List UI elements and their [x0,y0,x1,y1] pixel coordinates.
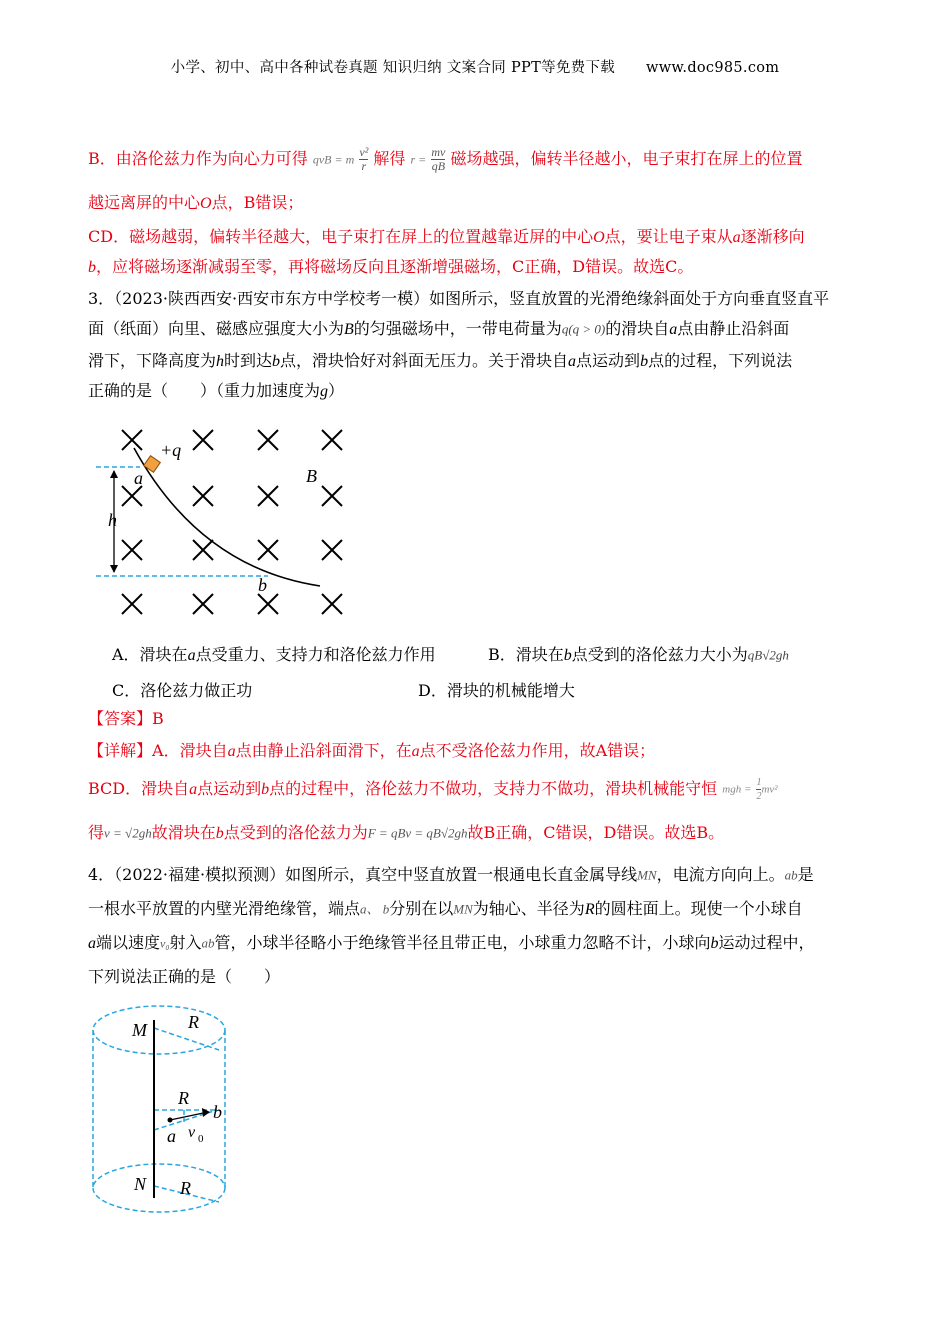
q3-magnetic-field-figure [90,418,370,623]
q3-detail-line2: BCD．滑块自a点运动到b点的过程中，洛伦兹力不做功，支持力不做功，滑块机械能守恒 mgh = $\frac{1}{2}$ mv² [88,777,778,802]
q4-stem-line2: 一根水平放置的内壁光滑绝缘管，端点a、 b分别在以MN为轴心、半径为R的圆柱面上。现使一个小球自 [88,899,803,918]
q3-stem-line1: 3．（2023·陕西西安·西安市东方中学校考一模）如图所示，竖直放置的光滑绝缘斜面处于方向垂直竖直平 [88,289,830,308]
cylinder-bottom-ellipse [93,1164,225,1212]
q4-stem-line3: a端以速度v₀射入ab管，小球半径略小于绝缘管半径且带正电，小球重力忽略不计，小球向b运动过程中， [88,933,815,952]
q3-option-a[interactable]: A．滑块在a点受重力、支持力和洛伦兹力作用 [112,645,436,664]
solution-b-line1: B．由洛伦兹力作为向心力可得 qvB = m $\frac{\text{v²}}{r}$ 解得 r = $\frac{mv}{qB}$ 磁场越强，偏转半径越小，电子束打在屏上的位置 [88,145,803,173]
q3-option-b[interactable]: B．滑块在b点受到的洛伦兹力大小为qB√2gh [488,645,789,664]
label-N: N [134,1174,147,1194]
header-title: 小学、初中、高中各种试卷真题 知识归纳 文案合同 PPT等免费下载 [170,60,616,76]
formula-mv-over-qB: $\frac{mv}{qB}$ [431,145,446,173]
solution-cd-line1: CD．磁场越弱，偏转半径越大，电子束打在屏上的位置越靠近屏的中心O点，要让电子束从a逐渐移向 [88,227,805,246]
solution-b-line2: 越远离屏的中心O点，B错误； [88,193,304,212]
cylinder-top-ellipse [93,1006,225,1054]
q3-option-d[interactable]: D．滑块的机械能增大 [418,681,575,700]
formula-r-eq: r = [410,152,427,167]
label-v: v [188,1124,196,1141]
label-a: a [167,1126,176,1146]
formula-qB-sqrt2gh: qB√2gh [747,647,789,663]
formula-half: $\frac{1}{2}$ [756,777,762,802]
point-b-label: b [258,575,267,595]
label-v-subscript: 0 [198,1133,204,1145]
q4-stem-line1: 4．（2022·福建·模拟预测）如图所示，真空中竖直放置一根通电长直金属导线MN，电流方向向上。ab是 [88,865,814,884]
label-b: b [213,1102,222,1122]
q4-cylinder-figure [84,1000,244,1230]
page-header [0,56,950,77]
solution-cd-line2: b，应将磁场逐渐减弱至零，再将磁场反向且逐渐增强磁场，C正确，D错误。故选C。 [88,257,694,276]
header-url[interactable]: www.doc985.com [646,60,780,76]
q3-stem-line4: 正确的是（ ）（重力加速度为g） [88,381,345,400]
point-a-label: a [134,468,143,488]
field-cross-marks [122,430,342,614]
formula-MN: MN [637,867,657,883]
formula-v-sqrt: v = √2gh [104,825,152,841]
field-B-label: B [306,466,317,486]
charge-label: +q [160,440,182,460]
formula-mgh: mgh = [722,783,752,796]
formula-v2-over-r: $\frac{\text{v²}}{r}$ [359,145,369,173]
formula-qvB: qvB = m [312,152,355,167]
q3-stem-line2: 面（纸面）向里、磁感应强度大小为B的匀强磁场中，一带电荷量为q(q > 0)的滑块自a点由静止沿斜面 [88,319,790,338]
q3-stem-line3: 滑下，下降高度为h时到达b点，滑块恰好对斜面无压力。关于滑块自a点运动到b点的过程，下列说法 [88,351,793,370]
q3-option-c[interactable]: C．洛伦兹力做正功 [112,681,253,700]
label-M: M [132,1020,147,1040]
curved-incline [134,448,320,586]
formula-F: F = qBv = qB√2gh [367,825,468,841]
label-R-bottom: R [180,1178,191,1198]
q3-detail-line1: 【详解】A．滑块自a点由静止沿斜面滑下，在a点不受洛伦兹力作用，故A错误； [88,741,656,760]
height-label: h [108,510,117,530]
formula-ab: ab [784,867,798,883]
q4-stem-line4: 下列说法正确的是（ ） [88,967,281,986]
label-R-mid: R [178,1088,189,1108]
formula-q-positive: q(q > 0) [561,321,606,337]
q3-detail-line3: 得v = √2gh故滑块在b点受到的洛伦兹力为F = qBv = qB√2gh故B正确，C错误，D错误。故选B。 [88,823,725,842]
q3-answer: 【答案】B [88,709,164,728]
label-R-top: R [188,1012,199,1032]
